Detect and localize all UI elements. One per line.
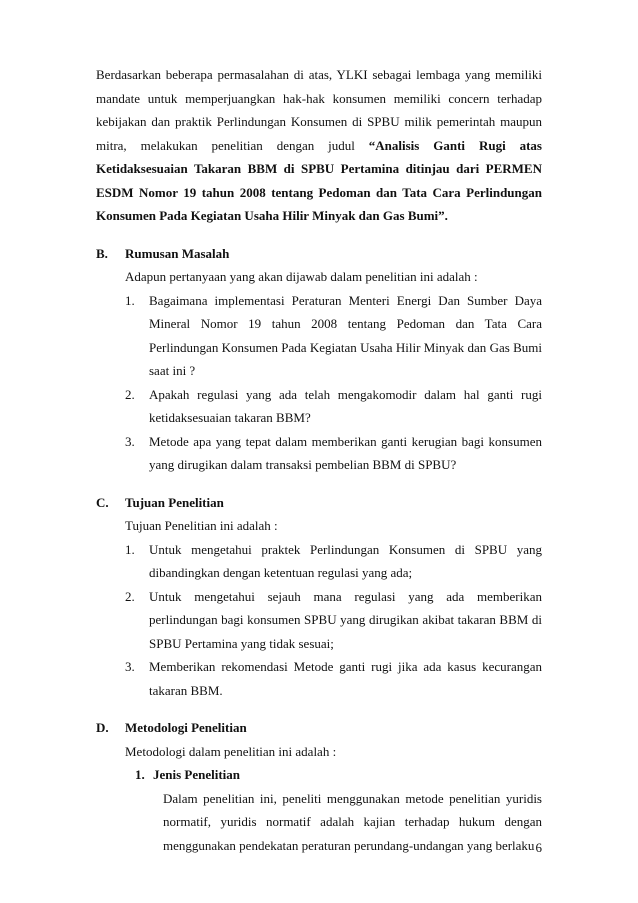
list-item xyxy=(125,585,542,656)
list-item xyxy=(125,538,542,585)
section-heading xyxy=(96,242,542,266)
list-item-text: Untuk mengetahui praktek Perlindungan Konsumen di SPBU yang dibandingkan dengan ketentuan regulasi yang ada; xyxy=(149,541,542,580)
section-body xyxy=(96,265,542,477)
intro-paragraph-text: Berdasarkan beberapa permasalahan di atas, YLKI sebagai lembaga yang memiliki mandate untuk memperjuangkan hak-hak konsumen memiliki concern terhadap kebijakan dan praktik Perlindungan Konsumen di SPBU milik pemerintah maupun mitra, melakukan penelitian dengan judul xyxy=(96,67,542,153)
document-body xyxy=(96,63,542,857)
section-body xyxy=(96,740,542,858)
section-title: Rumusan Masalah xyxy=(125,245,230,261)
list-item-text: Untuk mengetahui sejauh mana regulasi yang ada memberikan perlindungan bagi konsumen SPBU yang dirugikan akibat takaran BBM di SPBU Pertamina yang tidak sesuai; xyxy=(149,588,542,651)
section-rumusan-masalah xyxy=(96,242,542,477)
subsection-body: Dalam penelitian ini, peneliti menggunakan metode penelitian yuridis normatif, yuridis normatif adalah kajian terhadap hukum dengan menggunakan pendekatan peraturan perundang-undangan yang berlaku xyxy=(163,790,542,853)
list-item-text: Bagaimana implementasi Peraturan Menteri Energi Dan Sumber Daya Mineral Nomor 19 tahun 2008 tentang Pedoman dan Tata Cara Perlindungan Konsumen Pada Kegiatan Usaha Hilir Minyak dan Gas Bumi saat ini ? xyxy=(149,292,542,378)
section-heading xyxy=(96,716,542,740)
subsection-heading xyxy=(135,763,542,787)
page-number: 6 xyxy=(535,840,542,855)
list-item xyxy=(125,655,542,702)
section-intro: Adapun pertanyaan yang akan dijawab dalam penelitian ini adalah : xyxy=(125,269,478,284)
list-item xyxy=(125,289,542,383)
section-label: B. xyxy=(96,245,108,261)
list-item-number: 3. xyxy=(125,659,135,674)
section-heading xyxy=(96,491,542,515)
research-title-bold: “Analisis Ganti Rugi atas Ketidaksesuaian Takaran BBM di SPBU Pertamina ditinjau dari PERMEN ESDM Nomor 19 tahun 2008 tentang Pedoman dan Tata Cara Perlindungan Konsumen Pada Kegiatan Usaha Hilir Minyak dan Gas Bumi”. xyxy=(96,137,542,223)
list-item-text: Memberikan rekomendasi Metode ganti rugi jika ada kasus kecurangan takaran BBM. xyxy=(149,659,542,698)
list-item-number: 1. xyxy=(125,292,135,308)
list-item xyxy=(125,383,542,430)
subsection-title: Jenis Penelitian xyxy=(153,767,241,782)
section-body xyxy=(96,514,542,702)
section-title: Metodologi Penelitian xyxy=(125,720,247,735)
section-title: Tujuan Penelitian xyxy=(125,494,224,510)
subsection-jenis-penelitian xyxy=(125,763,542,857)
section-intro: Metodologi dalam penelitian ini adalah : xyxy=(125,743,337,759)
section-intro: Tujuan Penelitian ini adalah : xyxy=(125,518,278,533)
section-metodologi-penelitian xyxy=(96,716,542,857)
list-item-number: 1. xyxy=(125,541,135,557)
subsection-number: 1. xyxy=(135,767,145,782)
list-item-text: Metode apa yang tepat dalam memberikan ganti kerugian bagi konsumen yang dirugikan dalam transaksi pembelian BBM di SPBU? xyxy=(149,433,542,472)
list-item-number: 2. xyxy=(125,386,135,402)
section-label: C. xyxy=(96,494,109,510)
list-item-number: 3. xyxy=(125,433,135,449)
section-tujuan-penelitian xyxy=(96,491,542,703)
list-item-number: 2. xyxy=(125,588,135,604)
section-label: D. xyxy=(96,720,109,735)
list-item xyxy=(125,430,542,477)
list-item-text: Apakah regulasi yang ada telah mengakomodir dalam hal ganti rugi ketidaksesuaian takaran BBM? xyxy=(149,386,542,425)
intro-paragraph xyxy=(96,63,542,228)
